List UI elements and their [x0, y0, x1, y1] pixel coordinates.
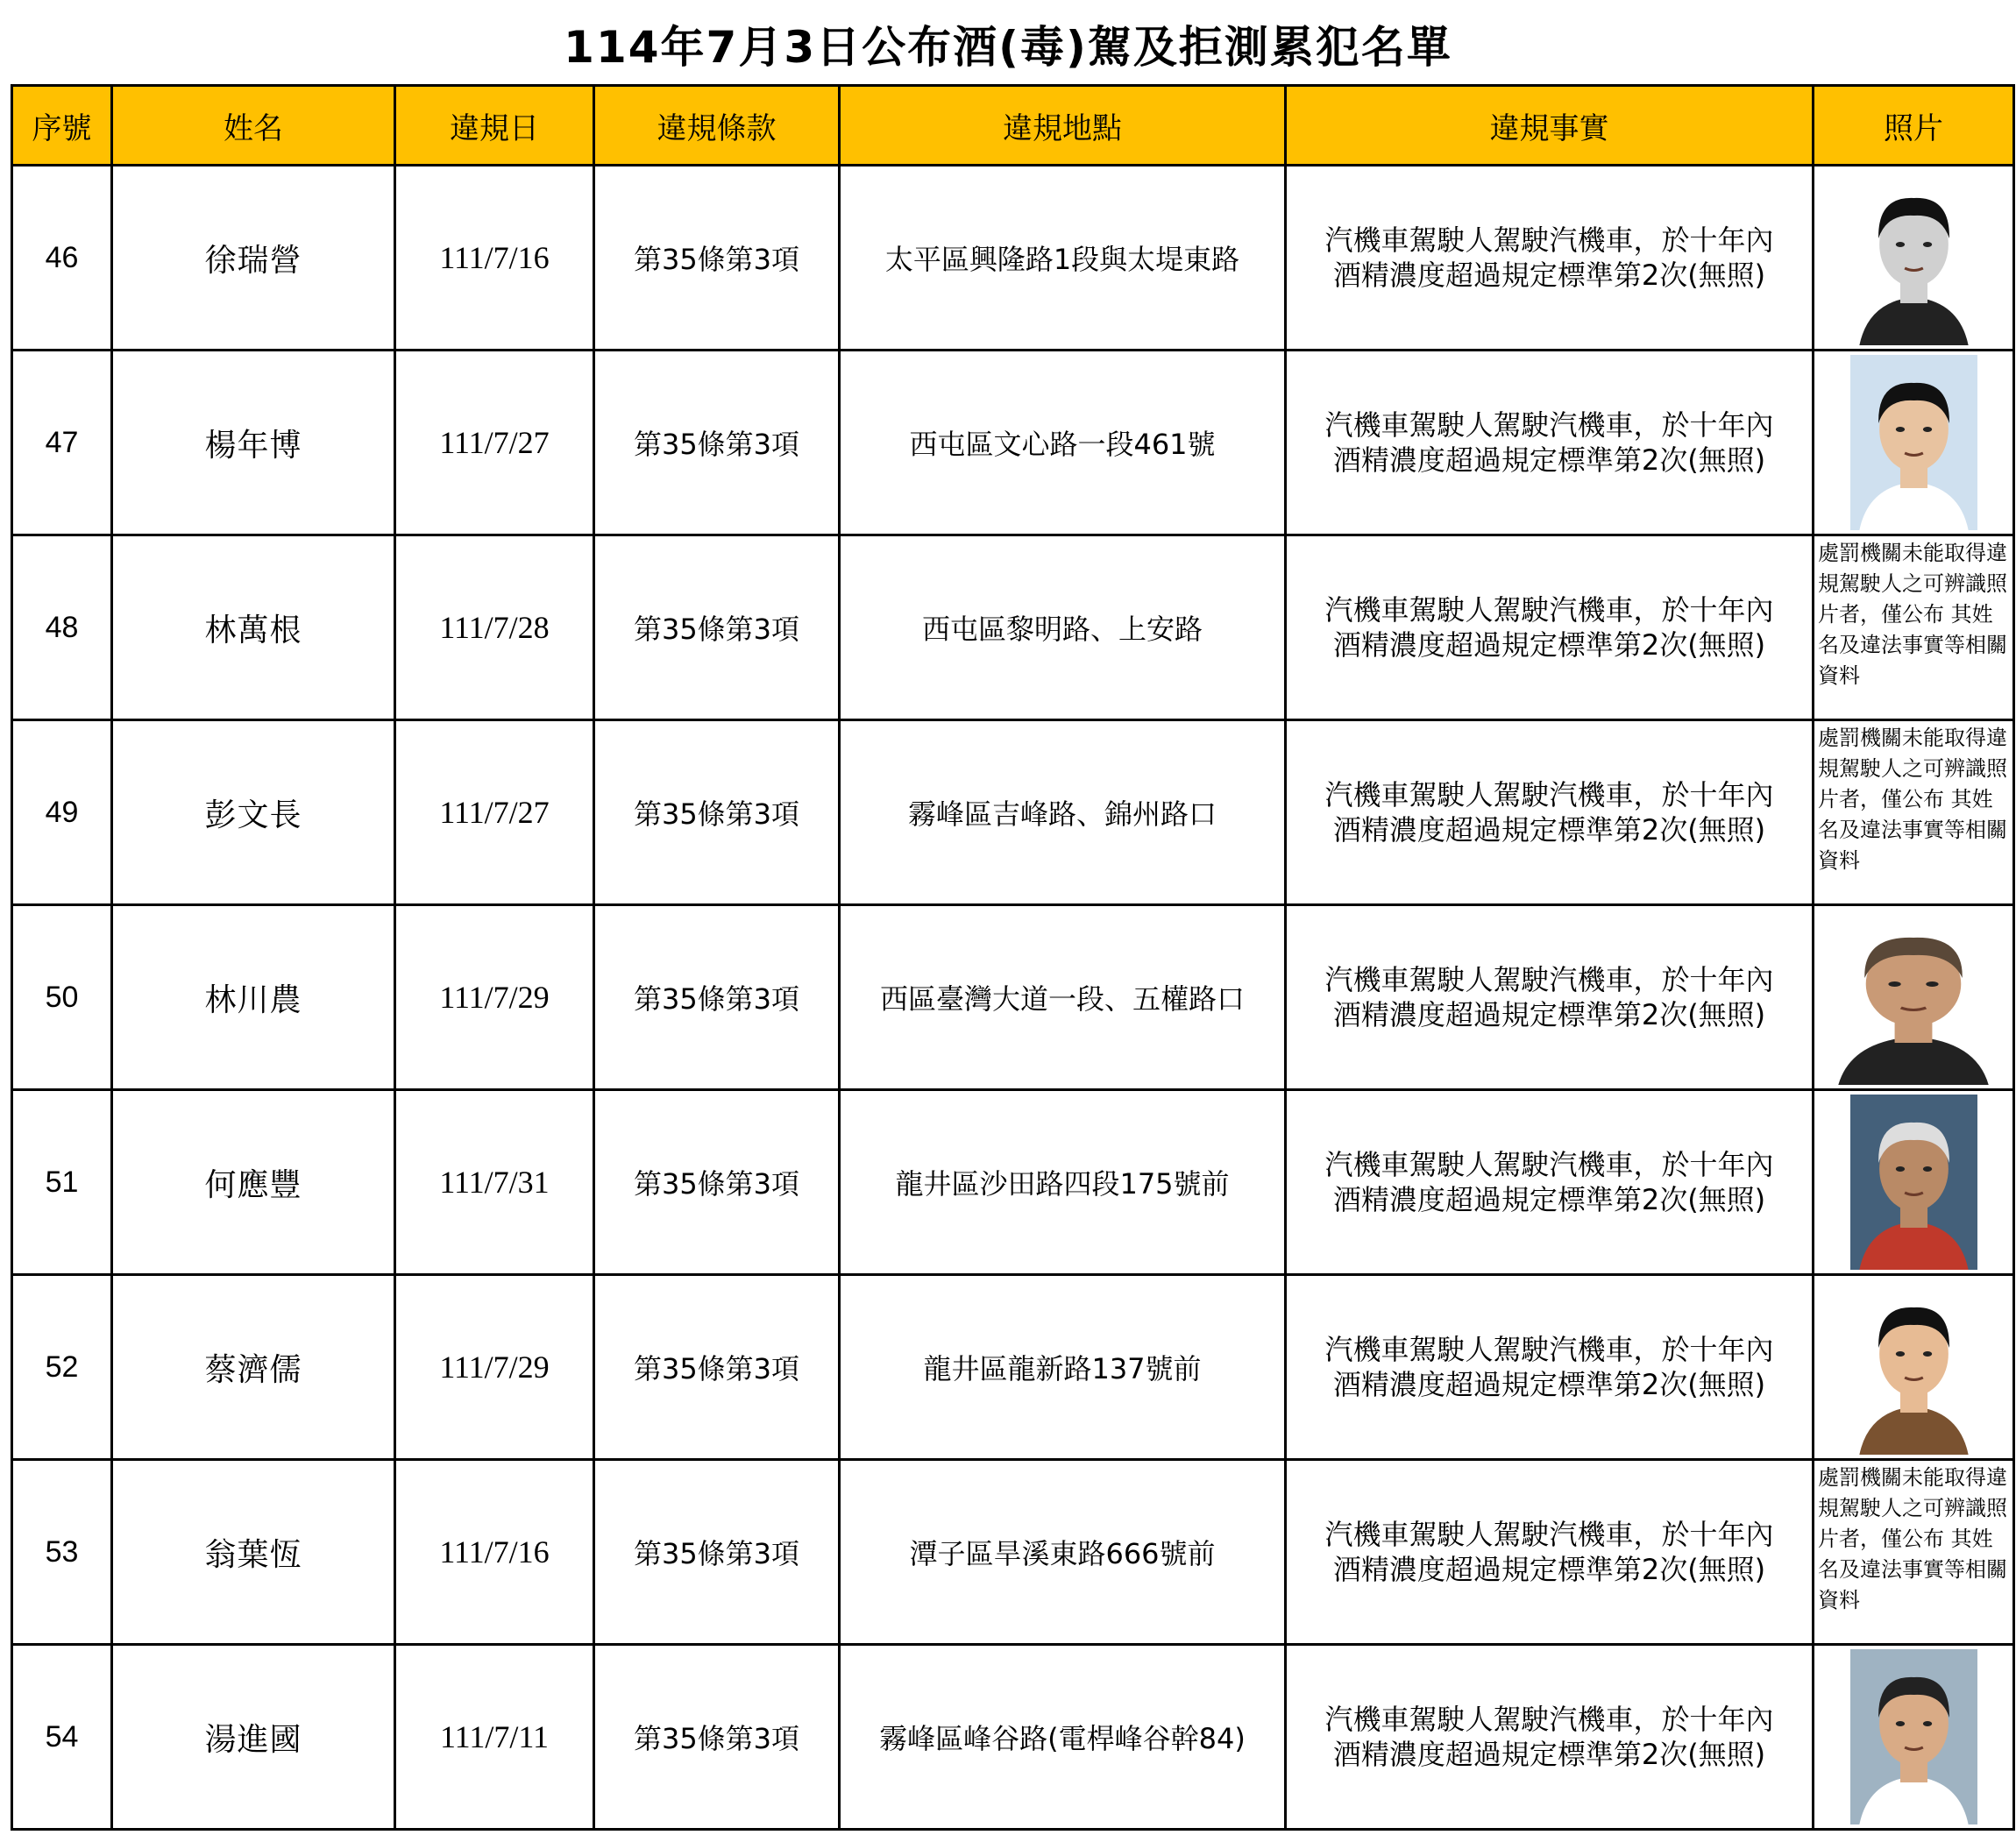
offender-name: 何應豐 [112, 1090, 395, 1275]
violation-location: 西區臺灣大道一段、五權路口 [840, 905, 1286, 1090]
violation-article: 第35條第3項 [594, 1090, 840, 1275]
table-row [12, 905, 2014, 1090]
row-number: 52 [12, 1275, 112, 1460]
row-number: 48 [12, 535, 112, 720]
offender-name: 彭文長 [112, 720, 395, 905]
violation-date: 111/7/16 [395, 166, 594, 351]
row-number: 49 [12, 720, 112, 905]
photo-cell [1814, 1645, 2014, 1830]
header-fact: 違規事實 [1286, 86, 1814, 166]
violation-date: 111/7/29 [395, 905, 594, 1090]
fact-line: 酒精濃度超過規定標準第2次(無照) [1332, 998, 1766, 1031]
violation-date: 111/7/16 [395, 1460, 594, 1645]
fact-line: 汽機車駕駛人駕駛汽機車，於十年內 [1324, 1148, 1774, 1181]
violation-fact [1286, 535, 1814, 720]
fact-line: 汽機車駕駛人駕駛汽機車，於十年內 [1324, 593, 1774, 627]
violation-fact [1286, 1460, 1814, 1645]
offender-name: 林萬根 [112, 535, 395, 720]
violation-article: 第35條第3項 [594, 720, 840, 905]
table-row [12, 535, 2014, 720]
row-number: 54 [12, 1645, 112, 1830]
offender-name: 蔡濟儒 [112, 1275, 395, 1460]
offender-name: 林川農 [112, 905, 395, 1090]
header-name: 姓名 [112, 86, 395, 166]
row-number: 51 [12, 1090, 112, 1275]
violation-date: 111/7/28 [395, 535, 594, 720]
photo-cell [1814, 351, 2014, 535]
violation-date: 111/7/29 [395, 1275, 594, 1460]
table-row [12, 1645, 2014, 1830]
table-row [12, 1275, 2014, 1460]
fact-line: 酒精濃度超過規定標準第2次(無照) [1332, 628, 1766, 662]
row-number: 53 [12, 1460, 112, 1645]
violation-fact [1286, 1275, 1814, 1460]
page-title: 114年7月3日公布酒(毒)駕及拒測累犯名單 [564, 22, 1452, 73]
header-date: 違規日 [395, 86, 594, 166]
violation-date: 111/7/11 [395, 1645, 594, 1830]
offender-table [11, 84, 2015, 1831]
photo-cell [1814, 1090, 2014, 1275]
fact-line: 汽機車駕駛人駕駛汽機車，於十年內 [1324, 1333, 1774, 1366]
violation-fact [1286, 351, 1814, 535]
violation-location: 西屯區黎明路、上安路 [840, 535, 1286, 720]
violation-fact [1286, 1090, 1814, 1275]
offender-name: 湯進國 [112, 1645, 395, 1830]
violation-location: 霧峰區吉峰路、錦州路口 [840, 720, 1286, 905]
violation-location: 龍井區龍新路137號前 [840, 1275, 1286, 1460]
table-row [12, 720, 2014, 905]
fact-line: 汽機車駕駛人駕駛汽機車，於十年內 [1324, 963, 1774, 996]
row-number: 47 [12, 351, 112, 535]
violation-location: 龍井區沙田路四段175號前 [840, 1090, 1286, 1275]
fact-line: 酒精濃度超過規定標準第2次(無照) [1332, 1183, 1766, 1216]
violation-location: 西屯區文心路一段461號 [840, 351, 1286, 535]
table-row [12, 1090, 2014, 1275]
violation-date: 111/7/27 [395, 351, 594, 535]
header-location: 違規地點 [840, 86, 1286, 166]
violation-article: 第35條第3項 [594, 166, 840, 351]
fact-line: 汽機車駕駛人駕駛汽機車，於十年內 [1324, 408, 1774, 442]
photo-unavailable-note: 處罰機關未能取得違規駕駛人之可辨識照片者，僅公布 其姓名及違法事實等相關資料 [1818, 1465, 2007, 1612]
portrait-photo [1826, 910, 2001, 1085]
offender-name: 翁葉恆 [112, 1460, 395, 1645]
violation-date: 111/7/31 [395, 1090, 594, 1275]
violation-article: 第35條第3項 [594, 535, 840, 720]
header-photo: 照片 [1814, 86, 2014, 166]
table-row [12, 1460, 2014, 1645]
fact-line: 汽機車駕駛人駕駛汽機車，於十年內 [1324, 778, 1774, 811]
photo-cell [1814, 166, 2014, 351]
row-number: 46 [12, 166, 112, 351]
violation-fact [1286, 720, 1814, 905]
portrait-photo [1850, 355, 1977, 530]
portrait-photo [1850, 1649, 1977, 1824]
photo-unavailable-note: 處罰機關未能取得違規駕駛人之可辨識照片者，僅公布 其姓名及違法事實等相關資料 [1818, 541, 2007, 688]
fact-line: 汽機車駕駛人駕駛汽機車，於十年內 [1324, 223, 1774, 257]
fact-line: 酒精濃度超過規定標準第2次(無照) [1332, 1553, 1766, 1586]
row-number: 50 [12, 905, 112, 1090]
violation-fact [1286, 905, 1814, 1090]
fact-line: 酒精濃度超過規定標準第2次(無照) [1332, 1738, 1766, 1771]
table-row [12, 166, 2014, 351]
photo-cell [1814, 720, 2014, 905]
violation-article: 第35條第3項 [594, 1645, 840, 1830]
offender-name: 楊年博 [112, 351, 395, 535]
portrait-photo [1850, 1095, 1977, 1270]
violation-article: 第35條第3項 [594, 1460, 840, 1645]
fact-line: 酒精濃度超過規定標準第2次(無照) [1332, 443, 1766, 477]
photo-unavailable-note: 處罰機關未能取得違規駕駛人之可辨識照片者，僅公布 其姓名及違法事實等相關資料 [1818, 726, 2007, 873]
violation-fact [1286, 1645, 1814, 1830]
table-row [12, 351, 2014, 535]
portrait-photo [1850, 170, 1977, 345]
table-header-row [12, 86, 2014, 166]
photo-cell [1814, 535, 2014, 720]
fact-line: 汽機車駕駛人駕駛汽機車，於十年內 [1324, 1703, 1774, 1736]
photo-cell [1814, 905, 2014, 1090]
violation-location: 潭子區旱溪東路666號前 [840, 1460, 1286, 1645]
violation-article: 第35條第3項 [594, 905, 840, 1090]
violation-fact [1286, 166, 1814, 351]
header-article: 違規條款 [594, 86, 840, 166]
photo-cell [1814, 1460, 2014, 1645]
photo-cell [1814, 1275, 2014, 1460]
fact-line: 酒精濃度超過規定標準第2次(無照) [1332, 1368, 1766, 1401]
fact-line: 酒精濃度超過規定標準第2次(無照) [1332, 259, 1766, 292]
offender-name: 徐瑞營 [112, 166, 395, 351]
violation-location: 太平區興隆路1段與太堤東路 [840, 166, 1286, 351]
violation-location: 霧峰區峰谷路(電桿峰谷幹84) [840, 1645, 1286, 1830]
portrait-photo [1850, 1279, 1977, 1455]
fact-line: 酒精濃度超過規定標準第2次(無照) [1332, 813, 1766, 847]
header-no: 序號 [12, 86, 112, 166]
violation-article: 第35條第3項 [594, 1275, 840, 1460]
violation-date: 111/7/27 [395, 720, 594, 905]
violation-article: 第35條第3項 [594, 351, 840, 535]
fact-line: 汽機車駕駛人駕駛汽機車，於十年內 [1324, 1518, 1774, 1551]
